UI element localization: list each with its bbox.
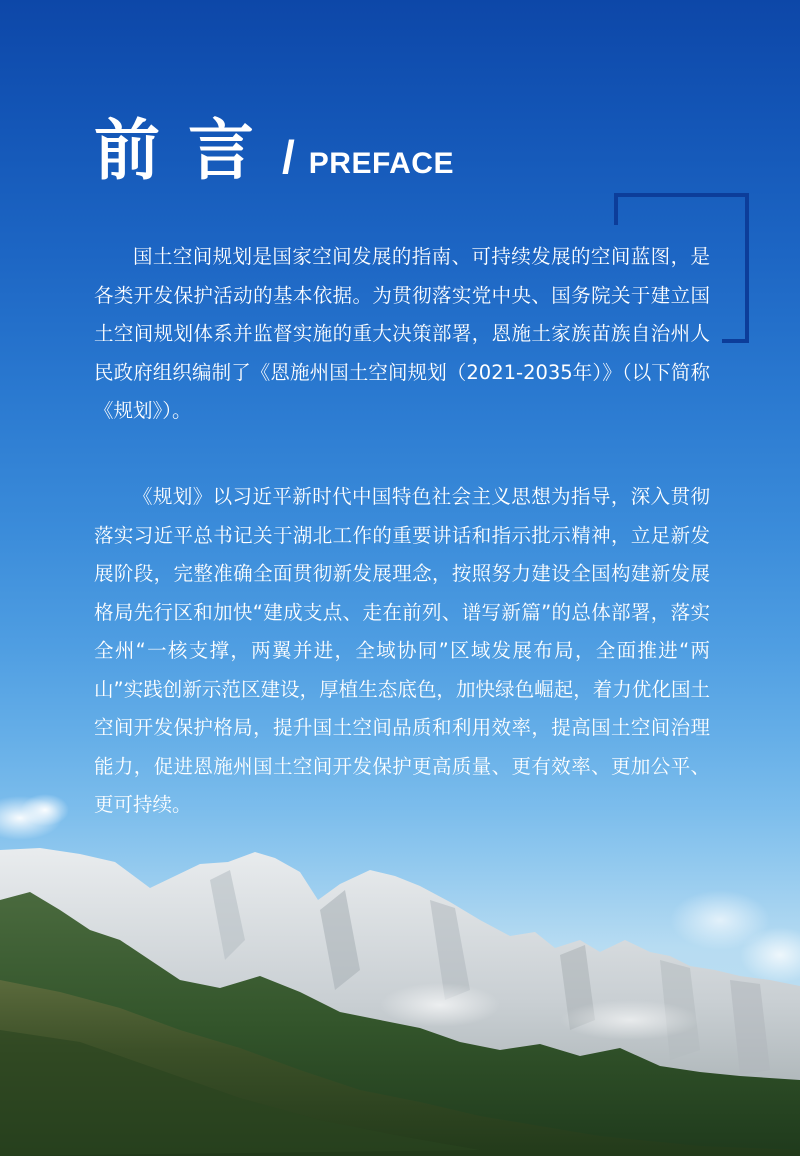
mountain-landscape-image xyxy=(0,780,800,1156)
title-chinese: 前言 xyxy=(94,112,282,189)
title-slash: / xyxy=(282,131,295,183)
preface-paragraph-2: 《规划》以习近平新时代中国特色社会主义思想为指导，深入贯彻落实习近平总书记关于湖北工作的重要讲话和指示批示精神，立足新发展阶段，完整准确全面贯彻新发展理念，按照努力建设全国构建新发展格局先行区和加快“建成支点、走在前列、谱写新篇”的总体部署，落实全州“一核支撑，两翼并进，全域协同”区域发展布局，全面推进“两山”实践创新示范区建设，厚植生态底色，加快绿色崛起，着力优化国土空间开发保护格局，提升国土空间品质和利用效率，提高国土空间治理能力，促进恩施州国土空间开发保护更高质量、更有效率、更加公平、更可持续。 xyxy=(94,485,710,816)
page-title xyxy=(94,112,454,189)
preface-paragraph-1: 国土空间规划是国家空间发展的指南、可持续发展的空间蓝图，是各类开发保护活动的基本依据。为贯彻落实党中央、国务院关于建立国土空间规划体系并监督实施的重大决策部署，恩施土家族苗族自治州人民政府组织编制了《恩施州国土空间规划（2021-2035年）》（以下简称《规划》）。 xyxy=(94,245,710,422)
title-english: PREFACE xyxy=(308,147,454,180)
